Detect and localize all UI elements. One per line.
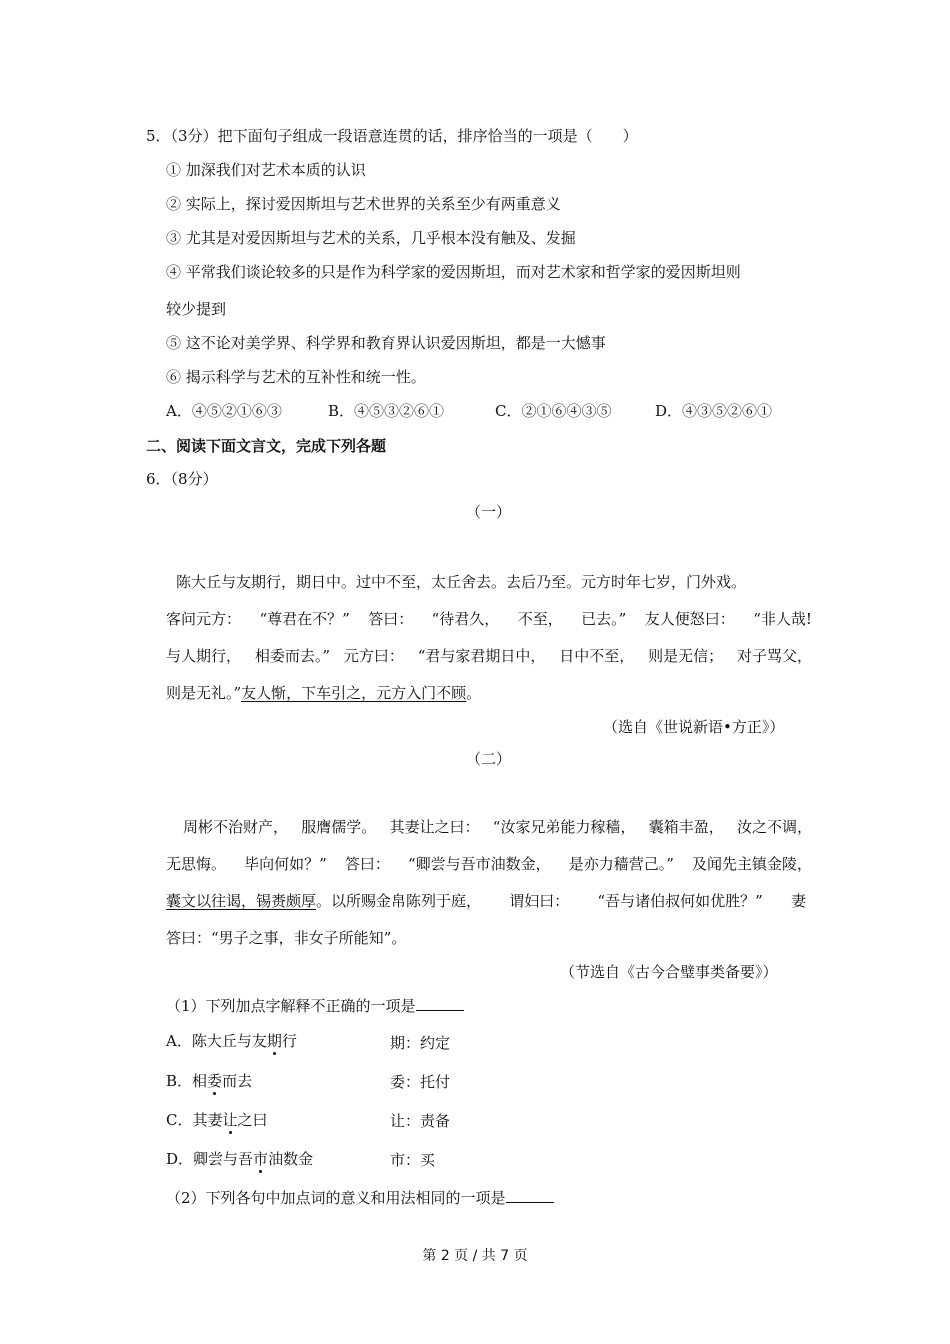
answer-blank[interactable] [416, 996, 464, 1011]
option-label: B． [166, 1072, 193, 1090]
q5-sentence-1: ① 加深我们对艺术本质的认识 [166, 161, 366, 179]
passage-text: 友人便怒曰： [644, 610, 735, 628]
underlined-sentence: 囊文以往谒，锡赉颇厚 [166, 892, 317, 910]
passage-text: 谓妇曰： [509, 892, 570, 910]
dotted-char: 期 [266, 1032, 282, 1050]
passage-text: 已去。” [581, 610, 627, 628]
dotted-char: 让 [222, 1111, 238, 1129]
passage-1-source: （选自《世说新语•方正》） [603, 718, 785, 736]
passage-text: 则是无礼。” [166, 684, 242, 702]
q5-option-b: B．④⑤③②⑥① [328, 402, 445, 420]
passage-text: 。 [466, 684, 482, 702]
q5-option-d: D．④③⑤②⑥① [655, 402, 773, 420]
passage-text: “尊君在不？” [259, 610, 350, 628]
passage-1-line-4 [166, 683, 481, 703]
answer-blank[interactable] [506, 1188, 554, 1203]
option-text: 而去 [222, 1072, 253, 1090]
option-text: 卿尝与吾 [193, 1150, 254, 1168]
dotted-char: 委 [207, 1072, 223, 1090]
option-label: A． [166, 1032, 192, 1050]
q5-sentence-3: ③ 尤其是对爱因斯坦与艺术的关系，几乎根本没有触及、发掘 [166, 229, 576, 247]
passage-text: 妻 [790, 892, 806, 910]
sub1-stem-text: （1）下列加点字解释不正确的一项是 [166, 997, 416, 1015]
passage-text: “吾与诸伯叔何如优胜？” [597, 892, 763, 910]
passage-text: 元方曰： [343, 647, 404, 665]
passage-text: 相委而去。” [254, 647, 331, 665]
q5-option-a: A．④⑤②①⑥③ [166, 402, 282, 420]
passage-text: 对子骂父， [736, 647, 812, 665]
passage-2-line-3 [166, 891, 806, 911]
passage-2-line-2 [166, 854, 812, 874]
passage-text: 与人期行， [166, 647, 242, 665]
passage-text: 服膺儒学。 [301, 818, 377, 836]
passage-1-heading: （一） [466, 503, 512, 521]
option-text: 相 [192, 1072, 208, 1090]
passage-text: 则是无信； [648, 647, 724, 665]
passage-text: 其妻让之曰： [389, 818, 480, 836]
sub1-stem [166, 996, 464, 1016]
sub1-option-d [166, 1149, 313, 1169]
option-text: 陈大丘与友 [191, 1032, 267, 1050]
passage-text: 是亦力穑营己。” [568, 855, 674, 873]
q5-sentence-5: ⑤ 这不论对美学界、科学界和教育界认识爱因斯坦，都是一大憾事 [166, 334, 606, 352]
passage-2-source: （节选自《古今合璧事类备要》） [560, 963, 778, 981]
passage-text: “君与家君期日中， [417, 647, 546, 665]
sub2-stem-text: （2）下列各句中加点词的意义和用法相同的一项是 [166, 1189, 506, 1207]
passage-text: 汝之不调， [736, 818, 812, 836]
passage-text: “待君久， [431, 610, 500, 628]
passage-1-line-3 [166, 646, 812, 666]
q5-stem: 5．（3分）把下面句子组成一段语意连贯的话，排序恰当的一项是（ ） [146, 127, 638, 145]
passage-text: 周彬不治财产， [183, 818, 289, 836]
passage-text: 陈大丘与友期行，期日中。过中不至，太丘舍去。去后乃至。元方时年七岁，门外戏。 [176, 573, 747, 591]
passage-2-heading: （二） [466, 750, 512, 768]
passage-text: 答曰： [368, 610, 414, 628]
q5-sentence-2: ② 实际上，探讨爱因斯坦与艺术世界的关系至少有两重意义 [166, 195, 561, 213]
option-text: 之曰 [237, 1111, 268, 1129]
sub1-option-c-def: 让：责备 [390, 1112, 451, 1130]
sub1-option-d-def: 市：买 [390, 1151, 436, 1169]
sub1-option-c [166, 1110, 268, 1130]
option-label: D． [166, 1150, 194, 1168]
q5-option-c: C．②①⑥④③⑤ [495, 402, 612, 420]
option-text: 油数金 [268, 1150, 314, 1168]
q5-sentence-6: ⑥ 揭示科学与艺术的互补性和统一性。 [166, 368, 426, 386]
passage-text: 囊箱丰盈， [648, 818, 724, 836]
q5-sentence-4-cont: 较少提到 [166, 300, 227, 318]
passage-text: 无思悔。 [166, 855, 227, 873]
dotted-char: 市 [253, 1150, 269, 1168]
sub1-option-b [166, 1071, 252, 1091]
passage-text: “汝家兄弟能力稼穑， [492, 818, 636, 836]
passage-2-line-4: 答曰：“男子之事，非女子所能知”。 [166, 929, 407, 947]
sub2-stem [166, 1188, 554, 1208]
option-label: C． [166, 1111, 193, 1129]
passage-segment [166, 891, 481, 911]
passage-text: 不至， [517, 610, 563, 628]
underlined-sentence: 友人惭，下车引之，元方入门不顾 [241, 684, 467, 702]
passage-1-line-2 [166, 609, 812, 629]
option-text: 行 [281, 1032, 297, 1050]
page-number: 第 2 页 / 共 7 页 [422, 1248, 528, 1264]
passage-text: 毕向何如？” [244, 855, 327, 873]
passage-text: 日中不至， [559, 647, 635, 665]
passage-text: “卿尝与吾市油数金， [407, 855, 551, 873]
option-text: 其妻 [192, 1111, 223, 1129]
passage-text: 答曰： [344, 855, 390, 873]
section-title: 二、阅读下面文言文，完成下列各题 [146, 437, 387, 455]
passage-2-line-1 [166, 817, 812, 837]
sub1-option-a [166, 1031, 297, 1051]
sub1-option-a-def: 期：约定 [390, 1034, 451, 1052]
passage-text: 客问元方： [166, 610, 242, 628]
passage-text: 及闻先主镇金陵， [691, 855, 812, 873]
sub1-option-b-def: 委：托付 [390, 1073, 451, 1091]
q5-sentence-4: ④ 平常我们谈论较多的只是作为科学家的爱因斯坦，而对艺术家和哲学家的爱因斯坦则 [166, 263, 741, 281]
passage-text: “非人哉! [753, 610, 812, 628]
passage-1-line-1 [166, 572, 812, 592]
passage-text: 。以所赐金帛陈列于庭， [316, 892, 482, 910]
q6-stem: 6．（8分） [146, 470, 218, 488]
